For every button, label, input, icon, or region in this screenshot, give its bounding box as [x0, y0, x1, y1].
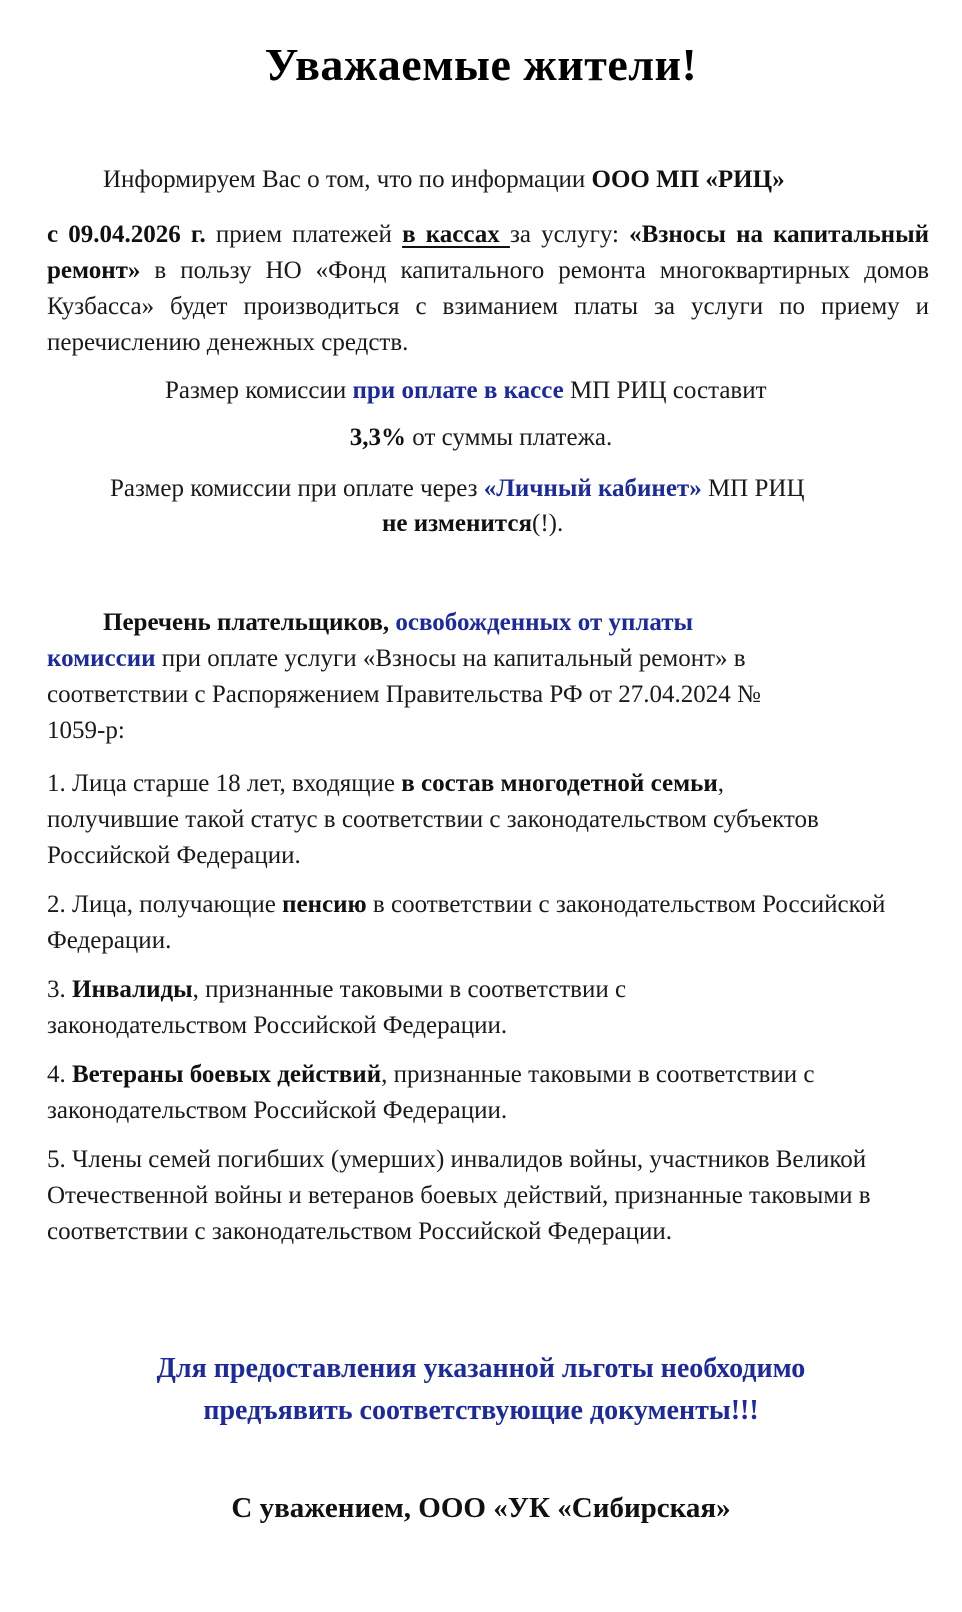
commission-cash-highlight: при оплате в кассе [352, 377, 564, 404]
exempt-heading-line-4: 1059-р: [47, 717, 125, 744]
documents-notice-line-2: предъявить соответствующие документы!!! [203, 1395, 759, 1426]
list-item-text: 1. Лица старше 18 лет, входящие [47, 770, 402, 797]
exempt-heading-line-2 [47, 645, 746, 673]
list-item [47, 766, 847, 874]
exempt-heading-blue-1: освобожденных от уплаты [389, 609, 694, 636]
list-item-text-post: , признанные таковыми в соответствии с законодательством Российской Федерации. [47, 976, 627, 1039]
list-item-bold: пенсию [282, 891, 367, 918]
list-item-bold: в состав многодетной семьи [401, 770, 718, 797]
commission-online-line [110, 475, 805, 503]
list-item-bold: Инвалиды [72, 976, 193, 1003]
exempt-heading-line-1 [103, 609, 693, 637]
main-paragraph [47, 217, 929, 361]
documents-notice-line-1: Для предоставления указанной льготы необходимо [156, 1353, 806, 1384]
list-item-text-post: в соответствии с законодательством Российской Федерации. [47, 891, 886, 954]
intro-text: Информируем Вас о том, что по информации [103, 166, 592, 193]
commission-online-text-2: МП РИЦ [701, 475, 805, 502]
personal-cabinet-highlight: «Личный кабинет» [483, 475, 702, 502]
signature: С уважением, ООО «УК «Сибирская» [231, 1492, 731, 1524]
list-item-text-post: , признанные таковыми в соответствии с законодательством Российской Федерации. [47, 1061, 815, 1124]
commission-cash-text-1: Размер комиссии [165, 377, 353, 404]
main-text-1: прием платежей [205, 221, 403, 248]
page-title: Уважаемые жители! [264, 39, 698, 90]
exempt-heading-bold: Перечень плательщиков, [103, 609, 390, 636]
cash-desk-text: в кассах [402, 221, 510, 248]
exempt-heading-blue-2: комиссии [47, 645, 156, 672]
intro-line [103, 166, 785, 194]
list-item-text: 4. [47, 1061, 72, 1088]
commission-value-text: от суммы платежа. [406, 424, 613, 451]
commission-cash-text-2: МП РИЦ составит [563, 377, 767, 404]
commission-unchanged: не изменится [382, 510, 532, 537]
list-item-text: 3. [47, 976, 72, 1003]
main-text-3: в пользу НО «Фонд капитального ремонта многоквартирных домов Кузбасса» будет производиться с взиманием платы за услуги по приему и перечислению денежных средств. [47, 257, 929, 356]
list-item-text-post: , получившие такой статус в соответствии с законодательством субъектов Российской Федерации. [47, 770, 819, 869]
commission-value-line [0, 424, 962, 452]
list-item [47, 1142, 907, 1250]
exempt-heading-line-3: соответствии с Распоряжением Правительства РФ от 27.04.2024 № [47, 681, 761, 708]
main-text-2: за услугу: [509, 221, 630, 248]
list-item [47, 1057, 932, 1129]
intro-org: ООО МП «РИЦ» [591, 166, 785, 193]
documents-notice [0, 1348, 962, 1432]
list-item-bold: Ветераны боевых действий [72, 1061, 382, 1088]
list-item-text: 2. Лица, получающие [47, 891, 283, 918]
commission-unchanged-mark: (!). [532, 510, 564, 537]
list-item-text: 5. Члены семей погибших (умерших) инвалидов войны, участников Великой Отечественной войны и ветеранов боевых действий, признанные таковыми в соответствии с законодательством Российской Федерации. [47, 1146, 871, 1245]
exempt-heading-text-1: при оплате услуги «Взносы на капитальный ремонт» в [155, 645, 746, 672]
list-item [47, 972, 747, 1044]
service-name: «Взносы на капитальный ремонт» [47, 221, 930, 284]
start-date: с 09.04.2026 г. [47, 221, 206, 248]
commission-online-text-1: Размер комиссии при оплате через [110, 475, 484, 502]
commission-value: 3,3% [349, 424, 407, 451]
commission-cash-line [165, 377, 767, 405]
list-item [47, 887, 887, 959]
commission-unchanged-line [382, 510, 563, 538]
